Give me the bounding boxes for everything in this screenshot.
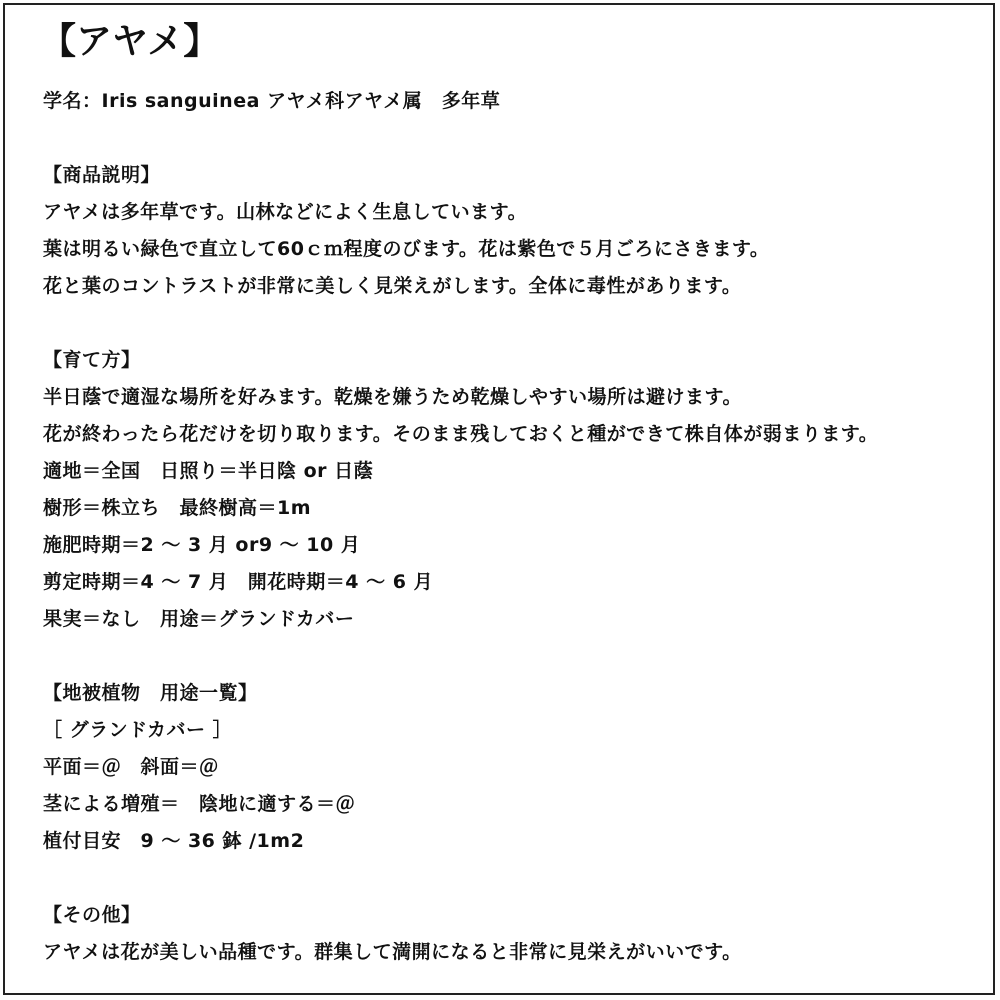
care-line-2: 花が終わったら花だけを切り取ります。そのまま残しておくと種ができて株自体が弱まります。 <box>43 423 879 445</box>
other-line-1: アヤメは花が美しい品種です。群集して満開になると非常に見栄えがいいです。 <box>43 941 742 963</box>
groundcover-heading: 【地被植物 用途一覧】 <box>43 682 258 704</box>
care-line-5: 施肥時期＝2 ～ 3 月 or9 ～ 10 月 <box>43 534 361 556</box>
scientific-name: 学名：Iris sanguinea アヤメ科アヤメ属 多年草 <box>43 90 501 112</box>
care-line-1: 半日蔭で適湿な場所を好みます。乾燥を嫌うため乾燥しやすい場所は避けます。 <box>43 386 742 408</box>
description-heading: 【商品説明】 <box>43 164 161 186</box>
page-title: 【アヤメ】 <box>40 21 220 62</box>
care-heading: 【育て方】 <box>43 349 141 371</box>
groundcover-line-2: 平面＝＠ 斜面＝＠ <box>43 756 219 778</box>
groundcover-line-1: ［ グランドカバー ］ <box>43 719 233 741</box>
description-line-3: 花と葉のコントラストが非常に美しく見栄えがします。全体に毒性があります。 <box>43 275 742 297</box>
groundcover-line-3: 茎による増殖＝ 陰地に適する＝＠ <box>43 793 356 815</box>
other-heading: 【その他】 <box>43 904 141 926</box>
groundcover-line-4: 植付目安 9 ～ 36 鉢 /1m2 <box>43 830 305 852</box>
description-line-1: アヤメは多年草です。山林などによく生息しています。 <box>43 201 528 223</box>
care-line-3: 適地＝全国 日照り＝半日陰 or 日蔭 <box>43 460 374 482</box>
care-line-6: 剪定時期＝4 ～ 7 月 開花時期＝4 ～ 6 月 <box>43 571 434 593</box>
care-line-7: 果実＝なし 用途＝グランドカバー <box>43 608 355 630</box>
description-line-2: 葉は明るい緑色で直立して60ｃｍ程度のびます。花は紫色で５月ごろにさきます。 <box>43 238 770 260</box>
care-line-4: 樹形＝株立ち 最終樹高＝1m <box>43 497 312 519</box>
